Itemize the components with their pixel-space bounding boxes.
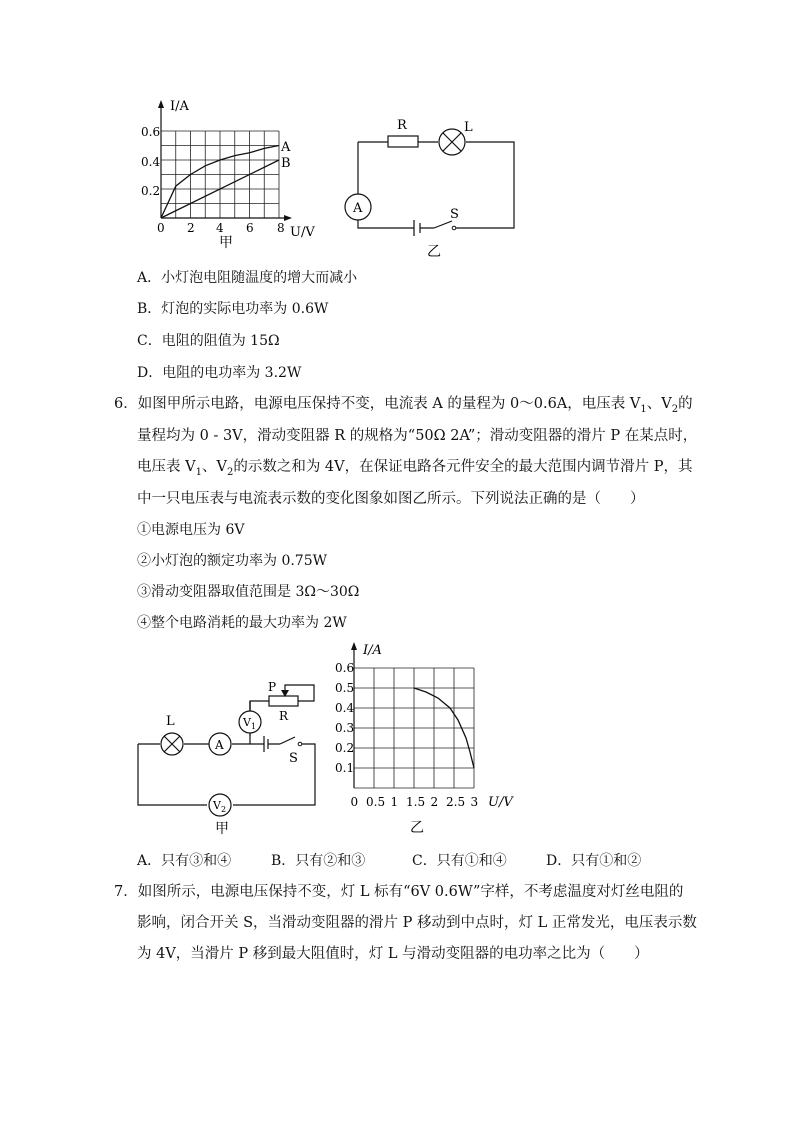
lamp-label: L (166, 714, 175, 729)
q6-choice-c: C．只有①和④ (412, 853, 507, 869)
q5-option-b: B．灯泡的实际电功率为 0.6W (137, 301, 329, 317)
slider-label: P (268, 680, 277, 694)
y-axis-arrow (158, 100, 164, 108)
y-axis-label: I/A (170, 99, 189, 114)
q5-circuit-yi (340, 110, 525, 260)
switch-blade (280, 737, 295, 744)
q6-statement: ①电源电压为 6V (137, 522, 245, 538)
x-tick-label: 2.5 (446, 795, 466, 809)
x-tick-label: 2 (187, 221, 195, 235)
y-tick-label: 0.1 (335, 761, 355, 775)
slider-resistor (269, 696, 298, 706)
switch-contact (298, 742, 302, 746)
q6-choice-a: A．只有③和④ (137, 853, 232, 869)
q6-stem-line: 6．如图甲所示电路，电源电压保持不变，电流表 A 的量程为 0～0.6A，电压表 $V_1$、$V_2$的 (114, 396, 693, 415)
chart-grid (161, 131, 279, 218)
q5-chart-jia (140, 96, 330, 256)
figure-caption: 甲 (215, 821, 229, 837)
resistor-label: R (279, 709, 289, 723)
switch-blade (434, 221, 452, 228)
lamp-label: L (464, 120, 473, 135)
curve-a-label: A (281, 140, 291, 155)
x-tick-label: 6 (246, 221, 254, 235)
switch-label: S (289, 751, 298, 766)
switch-label: S (450, 207, 459, 222)
battery (414, 220, 420, 236)
y-tick-label: 0.6 (335, 661, 355, 675)
v1-label: $V_1$ (243, 716, 257, 731)
battery (264, 736, 268, 752)
q6-statement: ③滑动变阻器取值范围是 3Ω～30Ω (137, 584, 360, 600)
y-tick-label: 0.5 (335, 681, 355, 695)
resistor (388, 136, 418, 147)
q7-stem-line: 影响，闭合开关 S，当滑动变阻器的滑片 P 移动到中点时，灯 L 正常发光，电压表示数 (137, 915, 697, 931)
q6-stem-line: 电压表 $V_1$、$V_2$的示数之和为 4V，在保证电路各元件安全的最大范围内调节滑片 P，其 (137, 459, 693, 478)
y-tick-label: 0.2 (141, 184, 161, 198)
x-axis-arrow (284, 215, 292, 221)
figure-caption: 甲 (219, 235, 233, 251)
y-tick-label: 0.2 (335, 741, 355, 755)
q5-option-d: D．电阻的电功率为 3.2W (137, 365, 302, 381)
q5-option-a: A．小灯泡电阻随温度的增大而减小 (137, 270, 358, 286)
x-tick-label: 0 (157, 221, 165, 235)
x-tick-label: 4 (216, 221, 224, 235)
v2-label: $V_2$ (213, 799, 227, 814)
y-tick-label: 0.4 (141, 155, 161, 169)
figure-caption: 乙 (410, 820, 424, 836)
q7-stem-line: 7．如图所示，电源电压保持不变，灯 L 标有“6V 0.6W”字样，不考虑温度对灯丝电阻的 (114, 884, 684, 900)
q6-choice-d: D．只有①和② (546, 853, 642, 869)
y-tick-label: 0.4 (335, 701, 355, 715)
q6-choice-b: B．只有②和③ (271, 853, 366, 869)
chart-grid (354, 668, 474, 788)
ammeter-label: A (353, 201, 363, 216)
q6-statement: ④整个电路消耗的最大功率为 2W (137, 615, 347, 631)
q6-stem-line: 量程均为 0 - 3V，滑动变阻器 R 的规格为“50Ω 2A”；滑动变阻器的滑片 P 在某点时， (137, 428, 698, 444)
switch-contact (452, 226, 456, 230)
q6-circuit-jia (130, 676, 330, 841)
y-axis-arrow (351, 642, 357, 650)
x-axis-label: U/V (488, 795, 513, 810)
y-axis-label: I/A (363, 643, 382, 658)
ammeter-label: A (215, 738, 224, 752)
x-tick-label: 2 (430, 795, 439, 809)
x-tick-label: 8 (277, 221, 285, 235)
y-tick-label: 0.6 (141, 125, 161, 139)
x-tick-label: 0 (350, 795, 359, 809)
x-tick-label: 0.5 (366, 795, 386, 809)
q7-stem-line: 为 4V，当滑片 P 移到最大阻值时，灯 L 与滑动变阻器的电功率之比为（ ） (137, 946, 649, 962)
x-tick-label: 1 (390, 795, 399, 809)
q5-option-c: C．电阻的阻值为 15Ω (137, 333, 280, 349)
resistor-label: R (397, 118, 407, 133)
curve-b-label: B (281, 156, 291, 171)
x-axis-label: U/V (290, 225, 315, 240)
circuit-wire (358, 142, 514, 228)
q6-chart-yi (335, 640, 520, 840)
y-tick-label: 0.3 (335, 721, 355, 735)
x-tick-label: 3 (470, 795, 479, 809)
figure-caption: 乙 (427, 244, 441, 260)
x-tick-label: 1.5 (406, 795, 426, 809)
q6-statement: ②小灯泡的额定功率为 0.75W (137, 553, 328, 569)
q6-stem-line: 中一只电压表与电流表示数的变化图象如图乙所示。下列说法正确的是（ ） (137, 491, 645, 507)
